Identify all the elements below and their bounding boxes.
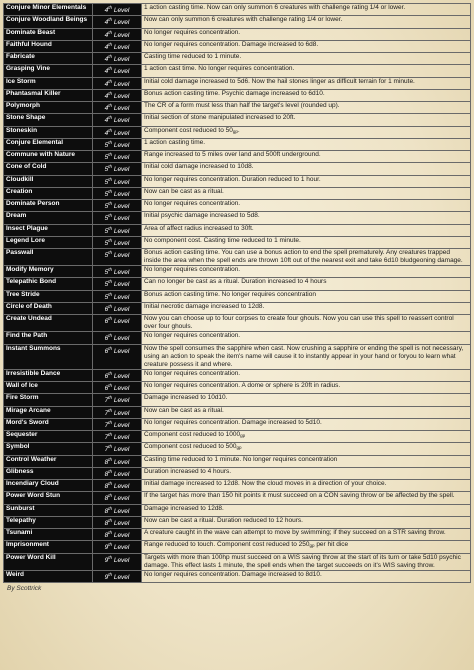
spell-level: 8th Level (93, 504, 142, 516)
spell-name: Commune with Nature (4, 151, 93, 163)
spell-level: 5th Level (93, 266, 142, 278)
table-row (4, 236, 471, 248)
table-row (4, 40, 471, 52)
spell-name: Glibness (4, 467, 93, 479)
table-row (4, 16, 471, 28)
spell-name: Stone Shape (4, 114, 93, 126)
spell-name: Find the Path (4, 332, 93, 344)
spell-level: 8th Level (93, 516, 142, 528)
table-row (4, 344, 471, 369)
spell-name: Control Weather (4, 455, 93, 467)
spell-name: Fire Storm (4, 394, 93, 406)
spell-name: Ice Storm (4, 77, 93, 89)
table-row (4, 553, 471, 570)
spell-level: 4th Level (93, 40, 142, 52)
spell-level: 8th Level (93, 492, 142, 504)
spell-level: 7th Level (93, 418, 142, 430)
spell-change-description: Can no longer be cast as a ritual. Duration increased to 4 hours (142, 278, 471, 290)
spell-level: 8th Level (93, 467, 142, 479)
currency-unit: gp (232, 128, 238, 134)
table-row (4, 4, 471, 16)
spell-name: Tsunami (4, 529, 93, 541)
spell-level: 5th Level (93, 138, 142, 150)
table-row (4, 431, 471, 443)
spell-name: Passwall (4, 249, 93, 266)
table-row (4, 65, 471, 77)
currency-unit: gp (236, 445, 242, 451)
table-row (4, 480, 471, 492)
spell-name: Phantasmal Killer (4, 89, 93, 101)
spell-change-description: Bonus action casting time. You can use a bonus action to end the spell prematurely. Any creatures trapped inside the area when the spell ends are thrown 10ft out of the nearest exit and take 6d10 bludgeoning damage. (142, 249, 471, 266)
spell-name: Telepathy (4, 516, 93, 528)
spell-level: 9th Level (93, 570, 142, 582)
spell-name: Instant Summons (4, 344, 93, 369)
spell-change-description: Initial cold damage increased to 5d6. Now the hail stones linger as difficult terrain for 1 minute. (142, 77, 471, 89)
spell-name: Fabricate (4, 53, 93, 65)
spell-change-description: Casting time reduced to 1 minute. No longer requires concentration (142, 455, 471, 467)
spell-change-description: Bonus action casting time. Psychic damage increased to 6d10. (142, 89, 471, 101)
spell-name: Sequester (4, 431, 93, 443)
table-row (4, 418, 471, 430)
spell-change-description: No longer requires concentration. (142, 200, 471, 212)
spell-change-description: No longer requires concentration. (142, 28, 471, 40)
spell-change-description: No longer requires concentration. Damage increased to 6d8. (142, 40, 471, 52)
spell-level: 6th Level (93, 344, 142, 369)
spell-change-description: Casting time reduced to 1 minute. (142, 53, 471, 65)
spell-change-description: No longer requires concentration. (142, 266, 471, 278)
spell-level: 4th Level (93, 16, 142, 28)
table-row (4, 541, 471, 553)
spell-name: Symbol (4, 443, 93, 455)
table-row (4, 382, 471, 394)
spell-level: 6th Level (93, 315, 142, 332)
table-row (4, 302, 471, 314)
spell-level: 5th Level (93, 175, 142, 187)
spell-level: 4th Level (93, 126, 142, 138)
spell-change-description: A creature caught in the wave can attempt to move by swimming; if they succeed on a STR saving throw. (142, 529, 471, 541)
author-credit: By Scottrick (7, 585, 42, 593)
table-row (4, 369, 471, 381)
spell-name: Incendiary Cloud (4, 480, 93, 492)
spell-level: 6th Level (93, 302, 142, 314)
spell-name: Mirage Arcane (4, 406, 93, 418)
spell-name: Faithful Hound (4, 40, 93, 52)
table-row (4, 278, 471, 290)
spell-change-description: Initial section of stone manipulated increased to 20ft. (142, 114, 471, 126)
spell-change-description: Initial necrotic damage increased to 12d8. (142, 302, 471, 314)
table-row (4, 406, 471, 418)
spell-level: 5th Level (93, 200, 142, 212)
spell-level: 4th Level (93, 89, 142, 101)
table-row (4, 138, 471, 150)
spell-change-description: Now can only summon 6 creatures with challenge rating 1/4 or lower. (142, 16, 471, 28)
table-row (4, 332, 471, 344)
spell-level: 5th Level (93, 163, 142, 175)
spell-change-description: Initial damage increased to 12d8. Now the cloud moves in a direction of your choice. (142, 480, 471, 492)
spell-name: Dominate Beast (4, 28, 93, 40)
spell-level: 7th Level (93, 443, 142, 455)
spell-change-description: Duration increased to 4 hours. (142, 467, 471, 479)
spell-name: Conjure Woodland Beings (4, 16, 93, 28)
spell-level: 5th Level (93, 290, 142, 302)
spell-level: 6th Level (93, 332, 142, 344)
spell-change-description: No longer requires concentration. Damage increased to 8d10. (142, 570, 471, 582)
table-row (4, 455, 471, 467)
spell-level: 4th Level (93, 114, 142, 126)
spell-level: 7th Level (93, 431, 142, 443)
table-row (4, 315, 471, 332)
spell-name: Creation (4, 187, 93, 199)
spell-level: 4th Level (93, 4, 142, 16)
spell-change-description: Now you can choose up to four corpses to create four ghouls. Now you can use this spell to reassert control over four ghouls. (142, 315, 471, 332)
spell-name: Dream (4, 212, 93, 224)
spell-level: 4th Level (93, 65, 142, 77)
spell-level: 5th Level (93, 212, 142, 224)
table-row (4, 102, 471, 114)
table-row (4, 212, 471, 224)
spell-name: Dominate Person (4, 200, 93, 212)
spell-level: 5th Level (93, 187, 142, 199)
table-row (4, 492, 471, 504)
spell-change-description: No longer requires concentration. Damage increased to 5d10. (142, 418, 471, 430)
table-row (4, 200, 471, 212)
spell-level: 5th Level (93, 278, 142, 290)
table-row (4, 126, 471, 138)
spell-level: 9th Level (93, 553, 142, 570)
spell-name: Cloudkill (4, 175, 93, 187)
spell-level: 6th Level (93, 382, 142, 394)
spell-change-description: No longer requires concentration. A dome or sphere is 20ft in radius. (142, 382, 471, 394)
spell-change-description: Component cost reduced to $500_{gp}$ (142, 443, 471, 455)
table-row (4, 443, 471, 455)
table-row (4, 570, 471, 582)
table-row (4, 394, 471, 406)
spell-level: 5th Level (93, 249, 142, 266)
spell-level: 8th Level (93, 480, 142, 492)
spell-change-description: No longer requires concentration. (142, 332, 471, 344)
spell-name: Power Word Stun (4, 492, 93, 504)
spell-level: 8th Level (93, 455, 142, 467)
spell-level: 6th Level (93, 369, 142, 381)
spell-change-description: Now can be cast as a ritual. (142, 406, 471, 418)
spell-name: Circle of Death (4, 302, 93, 314)
spell-change-description: Bonus action casting time. No longer requires concentration (142, 290, 471, 302)
spell-table (3, 3, 471, 583)
spell-name: Weird (4, 570, 93, 582)
table-row (4, 290, 471, 302)
spell-level: 4th Level (93, 77, 142, 89)
spell-name: Telepathic Bond (4, 278, 93, 290)
spell-change-description: Targets with more than 100hp must succeed on a WIS saving throw at the start of its turn or take 5d10 psychic damage. This effect lasts 1 minute, the spell ends when the target succeeds on it's WIS saving throw. (142, 553, 471, 570)
table-row (4, 249, 471, 266)
spell-change-description: Initial cold damage increased to 10d8. (142, 163, 471, 175)
table-row (4, 529, 471, 541)
spell-level: 4th Level (93, 102, 142, 114)
spell-change-description: Damage increased to 12d8. (142, 504, 471, 516)
spell-name: Imprisonment (4, 541, 93, 553)
spell-level: 8th Level (93, 529, 142, 541)
spell-change-description: Now the spell consumes the sapphire when cast. Now crushing a sapphire or ending the spell is not necessary, using an action to speak the item's name will cause it to instantly appear in your hand or foryou to learn what creature possess it and where. (142, 344, 471, 369)
spell-name: Grasping Vine (4, 65, 93, 77)
table-row (4, 28, 471, 40)
currency-unit: gp (309, 543, 315, 549)
spell-level: 7th Level (93, 406, 142, 418)
spell-name: Insect Plague (4, 224, 93, 236)
spell-name: Stoneskin (4, 126, 93, 138)
spell-name: Conjure Elemental (4, 138, 93, 150)
spell-level: 9th Level (93, 541, 142, 553)
spell-level: 5th Level (93, 236, 142, 248)
spell-level: 7th Level (93, 394, 142, 406)
spell-name: Power Word Kill (4, 553, 93, 570)
spell-change-description: Component cost reduced to $50_{gp}$. (142, 126, 471, 138)
spell-name: Polymorph (4, 102, 93, 114)
spell-name: Legend Lore (4, 236, 93, 248)
spell-change-description: Now can be cast a ritual. Duration reduced to 12 hours. (142, 516, 471, 528)
table-row (4, 114, 471, 126)
spell-name: Cone of Cold (4, 163, 93, 175)
spell-change-description: 1 action casting time. (142, 138, 471, 150)
spell-change-description: Initial psychic damage increased to 5d8. (142, 212, 471, 224)
table-row (4, 175, 471, 187)
table-row (4, 187, 471, 199)
spell-change-description: 1 action casting time. Now can only summon 6 creatures with challenge rating 1/4 or lower. (142, 4, 471, 16)
spell-name: Sunburst (4, 504, 93, 516)
table-row (4, 53, 471, 65)
spell-change-description: Range increased to 5 miles over land and 500ft underground. (142, 151, 471, 163)
table-row (4, 77, 471, 89)
spell-level: 5th Level (93, 151, 142, 163)
spell-level: 4th Level (93, 53, 142, 65)
spell-name: Mord's Sword (4, 418, 93, 430)
spell-name: Modify Memory (4, 266, 93, 278)
spell-change-description: Damage increased to 10d10. (142, 394, 471, 406)
spell-change-description: Component cost reduced to $1000_{gp}$ (142, 431, 471, 443)
spell-change-description: Area of affect radius increased to 30ft. (142, 224, 471, 236)
spell-name: Irresistible Dance (4, 369, 93, 381)
spell-change-description: No longer requires concentration. Duration reduced to 1 hour. (142, 175, 471, 187)
spell-change-description: Range reduced to touch. Component cost reduced to $250_{gp}$ per hit dice (142, 541, 471, 553)
table-row (4, 89, 471, 101)
table-row (4, 266, 471, 278)
spell-name: Wall of Ice (4, 382, 93, 394)
spell-name: Create Undead (4, 315, 93, 332)
table-row (4, 151, 471, 163)
spell-level: 5th Level (93, 224, 142, 236)
spell-change-description: 1 action cast time. No longer requires concentration. (142, 65, 471, 77)
table-row (4, 163, 471, 175)
spell-change-description: No longer requires concentration. (142, 369, 471, 381)
spell-level: 4th Level (93, 28, 142, 40)
table-row (4, 516, 471, 528)
spell-name: Tree Stride (4, 290, 93, 302)
spell-change-description: If the target has more than 150 hit points it must succeed on a CON saving throw or be affected by the spell. (142, 492, 471, 504)
spell-name: Conjure Minor Elementals (4, 4, 93, 16)
currency-unit: gp (240, 433, 246, 439)
spell-change-description: No component cost. Casting time reduced to 1 minute. (142, 236, 471, 248)
table-row (4, 224, 471, 236)
table-row (4, 467, 471, 479)
table-row (4, 504, 471, 516)
spell-change-description: Now can be cast as a ritual. (142, 187, 471, 199)
spell-change-description: The CR of a form must less than half the target's level (rounded up). (142, 102, 471, 114)
